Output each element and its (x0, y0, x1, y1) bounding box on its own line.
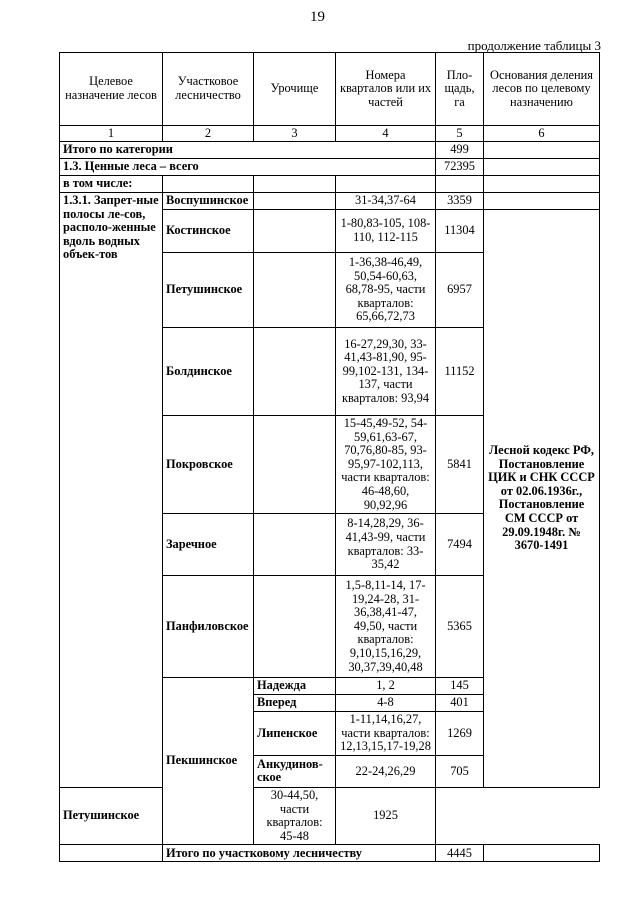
lesnichestvo-cell: Панфиловское (163, 576, 254, 678)
including-label: в том числе: (60, 176, 163, 193)
category-total-label: Итого по категории (60, 142, 436, 159)
header-lesnichestvo: Участковое лесничество (163, 53, 254, 126)
area-cell: 7494 (436, 514, 484, 576)
lesnichestvo-total-label: Итого по участковому лесничеству (163, 845, 436, 862)
lesnichestvo-cell: Петушинское (163, 253, 254, 328)
kvartaly-cell: 16-27,29,30, 33-41,43-81,90, 95-99,102-131, 134-137, части кварталов: 93,94 (336, 328, 436, 416)
area-cell: 401 (436, 695, 484, 712)
kvartaly-cell: 31-34,37-64 (336, 193, 436, 210)
lesnichestvo-cell: Воспушинское (163, 193, 254, 210)
table-row (60, 787, 600, 844)
col-number: 4 (336, 126, 436, 142)
urochishche-cell (254, 210, 336, 253)
empty-cell (254, 176, 336, 193)
basis-cell: Лесной кодекс РФ, Постановление ЦИК и СНК СССР от 02.06.1936г., Постановление СМ СССР от 29.09.1948г. № 3670-1491 (484, 210, 600, 788)
lesnichestvo-total-row (60, 845, 600, 862)
urochishche-cell (254, 416, 336, 514)
kvartaly-cell: 4-8 (336, 695, 436, 712)
area-cell: 705 (436, 755, 484, 787)
table-header-row (60, 53, 600, 126)
kvartaly-cell: 8-14,28,29, 36-41,43-99, части кварталов: 33-35,42 (336, 514, 436, 576)
empty-cell (336, 176, 436, 193)
urochishche-cell: Липенское (254, 712, 336, 756)
kvartaly-cell: 1-80,83-105, 108-110, 112-115 (336, 210, 436, 253)
urochishche-cell (254, 193, 336, 210)
area-cell: 145 (436, 678, 484, 695)
header-kvartaly: Номера кварталов или их частей (336, 53, 436, 126)
kvartaly-cell: 1,5-8,11-14, 17- 19,24-28, 31-36,38,41-47, 49,50, части кварталов: 9,10,15,16,29, 30,37,39,40,48 (336, 576, 436, 678)
empty-cell (484, 845, 600, 862)
area-cell: 11304 (436, 210, 484, 253)
empty-cell (484, 176, 600, 193)
header-area: Пло-щадь, га (436, 53, 484, 126)
col-number: 1 (60, 126, 163, 142)
lesnichestvo-cell: Костинское (163, 210, 254, 253)
including-row (60, 176, 600, 193)
kvartaly-cell: 1-11,14,16,27, части кварталов: 12,13,15,17-19,28 (336, 712, 436, 756)
empty-cell (60, 845, 163, 862)
lesnichestvo-cell: Болдинское (163, 328, 254, 416)
header-urochishche: Урочище (254, 53, 336, 126)
kvartaly-cell: 1, 2 (336, 678, 436, 695)
lesnichestvo-total-area: 4445 (436, 845, 484, 862)
urochishche-cell (254, 514, 336, 576)
basis-top-cell (484, 193, 600, 210)
category-total-area: 499 (436, 142, 484, 159)
urochishche-cell (254, 253, 336, 328)
area-cell: 6957 (436, 253, 484, 328)
kvartaly-cell: 1-36,38-46,49, 50,54-60,63, 68,78-95, части кварталов: 65,66,72,73 (336, 253, 436, 328)
header-basis: Основания деления лесов по целевому назначению (484, 53, 600, 126)
lesnichestvo-cell: Пекшинское (163, 678, 254, 845)
valuable-forests-area: 72395 (436, 159, 484, 176)
kvartaly-cell: 15-45,49-52, 54-59,61,63-67, 70,76,80-85, 93-95,97-102,113, части кварталов: 46-48,60, 90,92,96 (336, 416, 436, 514)
col-number: 3 (254, 126, 336, 142)
table-continuation-caption: продолжение таблицы 3 (467, 38, 601, 53)
area-cell: 5365 (436, 576, 484, 678)
area-cell: 5841 (436, 416, 484, 514)
kvartaly-cell: 30-44,50, части кварталов: 45-48 (254, 787, 336, 844)
kvartaly-cell: 22-24,26,29 (336, 755, 436, 787)
urochishche-cell: Анкудинов-ское (254, 755, 336, 787)
col-number: 2 (163, 126, 254, 142)
area-cell: 1269 (436, 712, 484, 756)
col-number: 6 (484, 126, 600, 142)
urochishche-cell (254, 328, 336, 416)
urochishche-cell: Петушинское (60, 787, 163, 844)
urochishche-cell (254, 576, 336, 678)
area-cell: 3359 (436, 193, 484, 210)
valuable-forests-row (60, 159, 600, 176)
lesnichestvo-cell: Покровское (163, 416, 254, 514)
urochishche-cell: Вперед (254, 695, 336, 712)
empty-cell (484, 142, 600, 159)
table-row (60, 193, 600, 210)
header-purpose: Целевое назначение лесов (60, 53, 163, 126)
urochishche-cell: Надежда (254, 678, 336, 695)
forest-purpose-table (59, 52, 600, 862)
empty-cell (436, 176, 484, 193)
page-number: 19 (310, 9, 325, 25)
valuable-forests-label: 1.3. Ценные леса – всего (60, 159, 436, 176)
area-cell: 11152 (436, 328, 484, 416)
purpose-cell: 1.3.1. Запрет-ные полосы ле-сов, располо-женные вдоль водных объек-тов (60, 193, 163, 788)
column-number-row (60, 126, 600, 142)
area-cell: 1925 (336, 787, 436, 844)
empty-cell (484, 159, 600, 176)
category-total-row (60, 142, 600, 159)
empty-cell (163, 176, 254, 193)
col-number: 5 (436, 126, 484, 142)
lesnichestvo-cell: Заречное (163, 514, 254, 576)
